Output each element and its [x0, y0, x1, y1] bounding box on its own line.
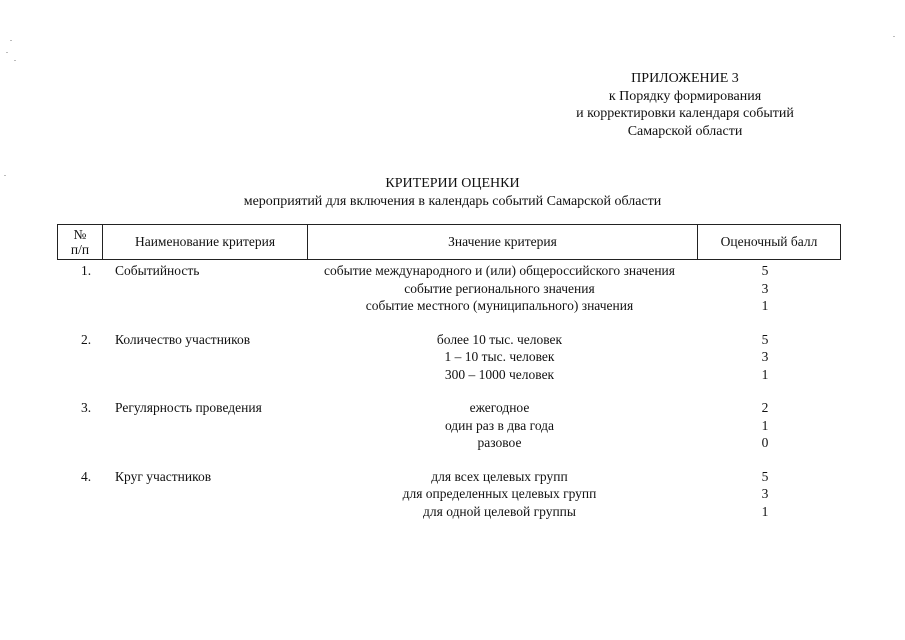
scan-speck: [4, 175, 6, 176]
criterion-group: [57, 262, 840, 315]
criterion-row: [305, 485, 840, 503]
criterion-name: Событийность: [115, 263, 200, 278]
criterion-row: [305, 331, 840, 349]
criterion-number: 4.: [80, 468, 92, 484]
criterion-number: 1.: [80, 263, 92, 278]
criterion-row: [305, 503, 840, 521]
criterion-value: один раз в два года: [444, 417, 555, 433]
criterion-score: 1: [761, 298, 769, 313]
annex-block: [560, 70, 810, 140]
header-number-line2: п/п: [70, 242, 90, 257]
criterion-value: для всех целевых групп: [431, 468, 568, 484]
criterion-value: 300 – 1000 человек: [444, 366, 555, 382]
criterion-score: 1: [761, 417, 769, 433]
criterion-value: для определенных целевых групп: [402, 486, 597, 501]
criterion-name: Регулярность проведения: [115, 400, 262, 415]
criterion-score: 0: [761, 435, 769, 450]
annex-line: и корректировки календаря событий: [576, 106, 794, 121]
criterion-row: [305, 366, 840, 384]
scan-speck: [893, 36, 895, 37]
scan-speck: [6, 52, 8, 53]
criteria-list: [57, 262, 840, 536]
criterion-row: [305, 417, 840, 435]
criterion-value: событие местного (муниципального) значения: [365, 298, 634, 313]
criterion-score: 2: [761, 400, 769, 415]
criterion-row: [305, 434, 840, 452]
annex-line: к Порядку формирования: [608, 88, 762, 104]
title-main: КРИТЕРИИ ОЦЕНКИ: [385, 176, 520, 191]
criterion-number: 3.: [80, 400, 92, 415]
criterion-value: ежегодное: [469, 400, 530, 415]
title-sub: мероприятий для включения в календарь событий Самарской области: [243, 194, 662, 209]
criterion-row: [305, 399, 840, 417]
criterion-row: [305, 262, 840, 280]
criterion-number: 2.: [80, 331, 92, 347]
scan-speck: [14, 60, 16, 61]
annex-title: ПРИЛОЖЕНИЕ 3: [631, 71, 739, 86]
document-title: [0, 175, 905, 211]
header-criterion-value: Значение критерия: [308, 225, 698, 260]
criterion-value: 1 – 10 тыс. человек: [444, 349, 555, 364]
criterion-row: [305, 297, 840, 315]
criterion-score: 5: [761, 263, 769, 278]
header-criterion-name: Наименование критерия: [103, 225, 308, 260]
criterion-value: для одной целевой группы: [423, 503, 576, 519]
criterion-name: Круг участников: [115, 468, 212, 484]
criterion-group: [57, 468, 840, 521]
criterion-score: 5: [761, 468, 769, 484]
annex-line: Самарской области: [627, 123, 743, 139]
criterion-score: 3: [761, 280, 769, 296]
criterion-group: [57, 331, 840, 384]
criterion-score: 3: [761, 349, 769, 364]
criterion-name: Количество участников: [115, 331, 251, 347]
criterion-row: [305, 280, 840, 298]
criterion-group: [57, 399, 840, 452]
criterion-row: [305, 348, 840, 366]
criterion-value: событие международного и (или) общероссийского значения: [324, 263, 675, 278]
table-header: [57, 224, 841, 260]
criterion-row: [305, 468, 840, 486]
criterion-score: 1: [761, 503, 769, 519]
criterion-value: событие регионального значения: [404, 280, 595, 296]
criterion-score: 1: [761, 366, 769, 382]
scan-speck: [10, 40, 12, 41]
header-number: [58, 225, 103, 260]
criterion-value: разовое: [477, 435, 522, 450]
criterion-score: 3: [761, 486, 769, 501]
header-number-line1: №: [73, 227, 87, 242]
criterion-value: более 10 тыс. человек: [436, 331, 563, 347]
criterion-score: 5: [761, 331, 769, 347]
header-score: Оценочный балл: [698, 225, 841, 260]
